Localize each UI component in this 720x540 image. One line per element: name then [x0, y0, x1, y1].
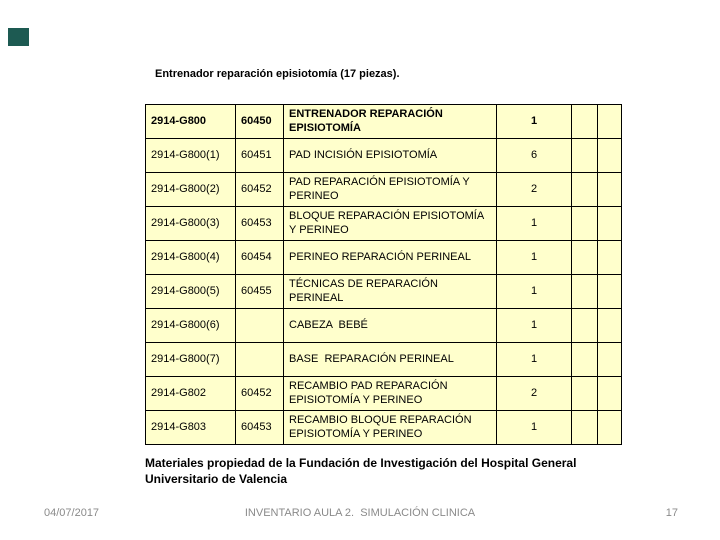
cell-quantity: 1: [497, 207, 572, 241]
cell-quantity: 2: [497, 173, 572, 207]
cell-empty: [598, 207, 622, 241]
cell-quantity: 6: [497, 139, 572, 173]
slide-title: Entrenador reparación episiotomía (17 piezas).: [155, 68, 400, 80]
cell-inventory-number: 60452: [236, 173, 284, 207]
cell-quantity: 1: [497, 241, 572, 275]
cell-empty: [598, 377, 622, 411]
cell-inventory-number: 60452: [236, 377, 284, 411]
cell-product-code: 2914-G800: [146, 105, 236, 139]
cell-empty: [598, 275, 622, 309]
table-row: [146, 275, 622, 309]
cell-inventory-number: 60453: [236, 411, 284, 445]
inventory-table-grid: [145, 104, 622, 445]
cell-product-code: 2914-G800(3): [146, 207, 236, 241]
cell-quantity: 1: [497, 309, 572, 343]
cell-empty: [598, 173, 622, 207]
cell-empty: [572, 207, 598, 241]
cell-empty: [572, 105, 598, 139]
cell-empty: [572, 377, 598, 411]
cell-description: RECAMBIO BLOQUE REPARACIÓN EPISIOTOMÍA Y PERINEO: [284, 411, 497, 445]
cell-quantity: 1: [497, 105, 572, 139]
cell-empty: [572, 241, 598, 275]
cell-quantity: 2: [497, 377, 572, 411]
cell-inventory-number: [236, 343, 284, 377]
cell-empty: [572, 173, 598, 207]
cell-description: CABEZA BEBÉ: [284, 309, 497, 343]
cell-inventory-number: 60451: [236, 139, 284, 173]
cell-product-code: 2914-G802: [146, 377, 236, 411]
table-row: [146, 173, 622, 207]
cell-empty: [572, 343, 598, 377]
cell-product-code: 2914-G800(7): [146, 343, 236, 377]
cell-description: PERINEO REPARACIÓN PERINEAL: [284, 241, 497, 275]
footer-title: INVENTARIO AULA 2. SIMULACIÓN CLINICA: [244, 507, 476, 519]
cell-empty: [598, 411, 622, 445]
table-row: [146, 343, 622, 377]
cell-empty: [598, 343, 622, 377]
cell-description: TÉCNICAS DE REPARACIÓN PERINEAL: [284, 275, 497, 309]
cell-description: BASE REPARACIÓN PERINEAL: [284, 343, 497, 377]
inventory-table: [145, 104, 622, 445]
cell-product-code: 2914-G800(4): [146, 241, 236, 275]
cell-empty: [598, 105, 622, 139]
cell-empty: [572, 139, 598, 173]
cell-product-code: 2914-G803: [146, 411, 236, 445]
cell-inventory-number: 60455: [236, 275, 284, 309]
cell-empty: [572, 309, 598, 343]
cell-empty: [598, 139, 622, 173]
cell-product-code: 2914-G800(2): [146, 173, 236, 207]
cell-description: BLOQUE REPARACIÓN EPISIOTOMÍA Y PERINEO: [284, 207, 497, 241]
cell-empty: [572, 411, 598, 445]
table-row: [146, 207, 622, 241]
cell-product-code: 2914-G800(6): [146, 309, 236, 343]
footer-date: 04/07/2017: [44, 507, 100, 519]
cell-quantity: 1: [497, 411, 572, 445]
table-row: [146, 411, 622, 445]
table-row: [146, 309, 622, 343]
cell-product-code: 2914-G800(1): [146, 139, 236, 173]
cell-description: PAD INCISIÓN EPISIOTOMÍA: [284, 139, 497, 173]
cell-inventory-number: 60453: [236, 207, 284, 241]
cell-empty: [572, 275, 598, 309]
cell-inventory-number: 60450: [236, 105, 284, 139]
slide-accent-rectangle: [8, 28, 29, 46]
cell-description: RECAMBIO PAD REPARACIÓN EPISIOTOMÍA Y PERINEO: [284, 377, 497, 411]
cell-quantity: 1: [497, 343, 572, 377]
cell-product-code: 2914-G800(5): [146, 275, 236, 309]
table-row: [146, 105, 622, 139]
ownership-note: Materiales propiedad de la Fundación de Investigación del Hospital General Universitario de Valencia: [145, 456, 577, 486]
cell-inventory-number: 60454: [236, 241, 284, 275]
cell-inventory-number: [236, 309, 284, 343]
cell-description: PAD REPARACIÓN EPISIOTOMÍA Y PERINEO: [284, 173, 497, 207]
cell-quantity: 1: [497, 275, 572, 309]
cell-empty: [598, 309, 622, 343]
cell-description: ENTRENADOR REPARACIÓN EPISIOTOMÍA: [284, 105, 497, 139]
table-row: [146, 377, 622, 411]
cell-empty: [598, 241, 622, 275]
table-row: [146, 241, 622, 275]
footer-page-number: 17: [665, 507, 678, 519]
table-row: [146, 139, 622, 173]
